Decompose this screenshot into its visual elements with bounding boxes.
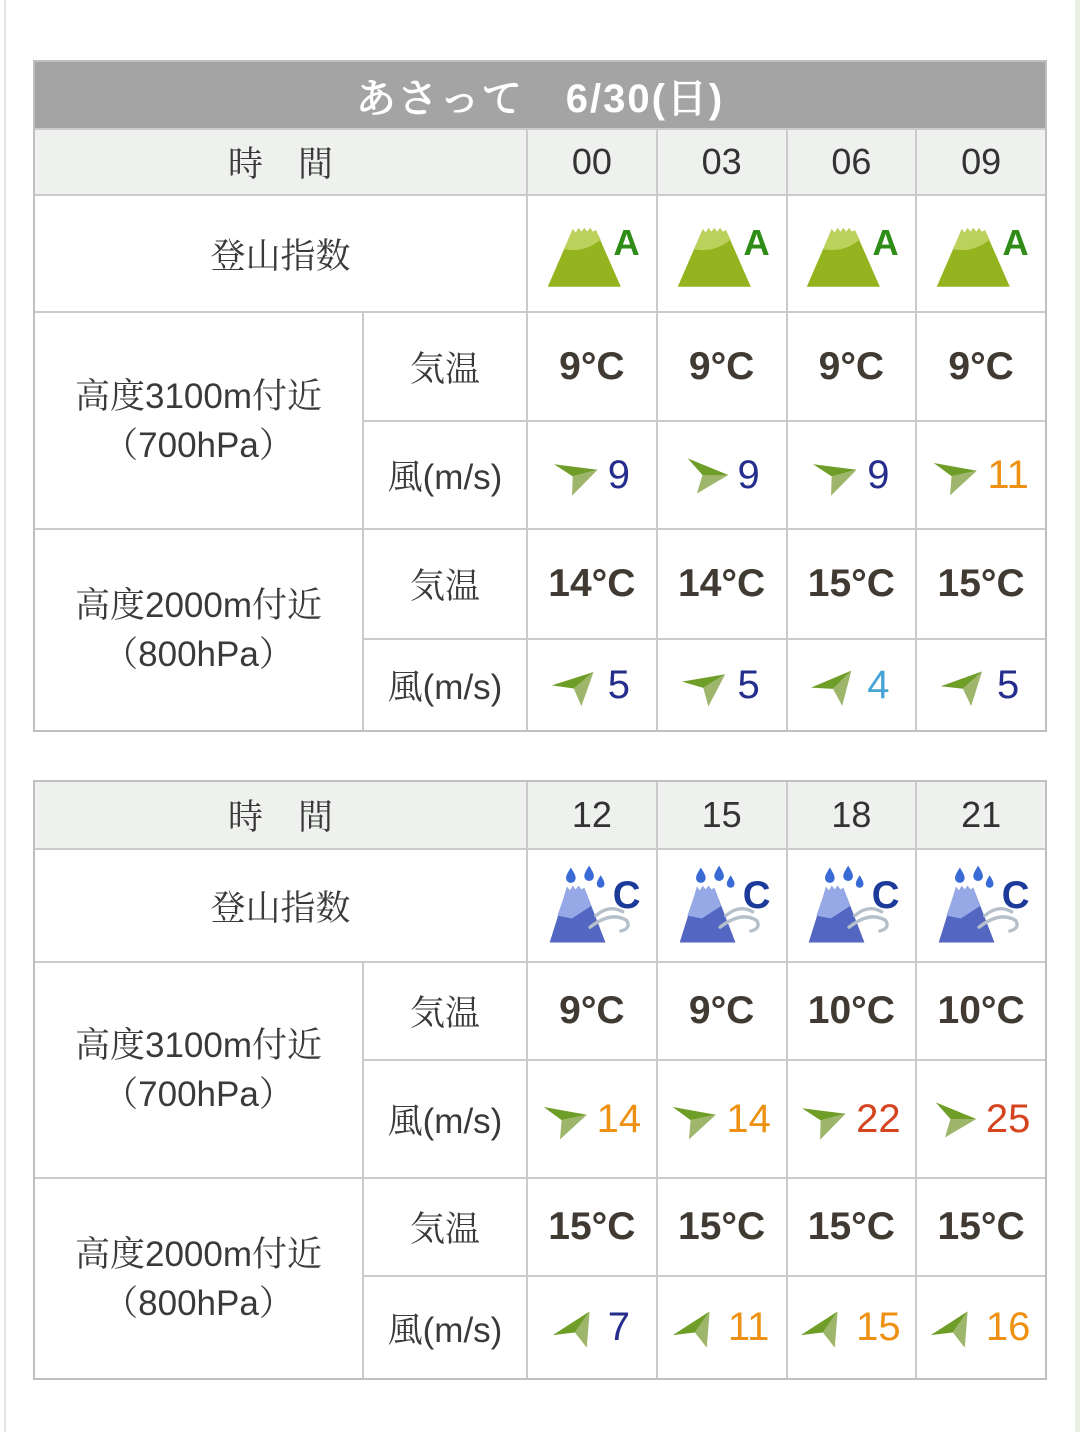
wind-speed-value: 9: [737, 452, 760, 497]
temperature-value: 15°C: [528, 1179, 656, 1275]
temperature-value: 9°C: [788, 313, 916, 420]
mountain-grade-c-rain-wind-icon: [672, 864, 772, 948]
wind-cell: [658, 422, 786, 528]
temperature-value: 14°C: [658, 530, 786, 638]
wind-speed-value: 9: [867, 452, 890, 497]
wind-direction-arrow-icon: [793, 1294, 860, 1361]
wind-row-label: 風(m/s): [364, 1061, 526, 1177]
wind-direction-arrow-icon: [929, 447, 986, 504]
wind-cell: [528, 640, 656, 730]
wind-direction-arrow-icon: [797, 1090, 856, 1149]
wind-direction-arrow-icon: [548, 446, 607, 505]
wind-cell: [788, 640, 916, 730]
temperature-value: 15°C: [917, 530, 1045, 638]
mountain-grade-c-rain-wind-icon: [931, 864, 1031, 948]
wind-speed-value: 11: [727, 1305, 770, 1349]
wind-direction-arrow-icon: [664, 1294, 731, 1361]
wind-cell: [917, 1061, 1045, 1177]
time-value: 15: [658, 782, 786, 848]
altitude-name: 高度3100m付近: [74, 1026, 323, 1065]
wind-speed-value: 22: [856, 1096, 901, 1141]
temperature-row-label: 気温: [364, 313, 526, 420]
time-value: 00: [528, 130, 656, 194]
climbing-index-cell: [917, 850, 1045, 961]
temperature-value: 9°C: [658, 313, 786, 420]
temperature-value: 15°C: [658, 1179, 786, 1275]
wind-cell: [658, 1061, 786, 1177]
climbing-index-cell: [788, 850, 916, 961]
temperature-value: 9°C: [917, 313, 1045, 420]
mountain-grade-a-icon: [542, 212, 642, 296]
altitude-pressure: （700hPa）: [103, 425, 294, 465]
wind-speed-value: 9: [607, 452, 630, 497]
mountain-grade-a-icon: [801, 212, 901, 296]
page-left-edge-line: [4, 0, 6, 1432]
wind-direction-arrow-icon: [803, 651, 871, 719]
altitude-name: 高度2000m付近: [74, 1234, 323, 1274]
wind-speed-value: 14: [726, 1096, 771, 1141]
wind-speed-value: 14: [596, 1096, 642, 1141]
altitude-pressure: （800hPa）: [103, 635, 294, 674]
temperature-value: 10°C: [788, 963, 916, 1059]
wind-speed-value: 5: [737, 662, 760, 707]
wind-cell: [528, 422, 656, 528]
wind-direction-arrow-icon: [933, 651, 1001, 719]
wind-direction-arrow-icon: [674, 652, 740, 718]
wind-row-label: 風(m/s): [364, 1277, 526, 1378]
altitude-2000m-label: [35, 530, 362, 730]
wind-speed-value: 11: [987, 452, 1029, 497]
wind-direction-arrow-icon: [544, 1294, 611, 1361]
wind-cell: [788, 422, 916, 528]
day-header: あさって 6/30(日): [35, 62, 1045, 128]
temperature-value: 9°C: [528, 313, 656, 420]
temperature-value: 15°C: [788, 530, 916, 638]
climbing-index-cell: [788, 196, 916, 311]
wind-direction-arrow-icon: [538, 1091, 595, 1148]
wind-speed-value: 7: [607, 1305, 630, 1349]
wind-cell: [528, 1061, 656, 1177]
wind-cell: [658, 640, 786, 730]
wind-direction-arrow-icon: [668, 1091, 725, 1148]
wind-speed-value: 16: [985, 1305, 1031, 1349]
climbing-index-label: 登山指数: [35, 850, 526, 961]
wind-cell: [528, 1277, 656, 1378]
mountain-grade-a-icon: [672, 212, 772, 296]
temperature-value: 15°C: [788, 1179, 916, 1275]
altitude-name: 高度3100m付近: [74, 376, 323, 416]
time-value: 21: [917, 782, 1045, 848]
mountain-grade-a-icon: [931, 212, 1031, 296]
wind-speed-value: 5: [607, 662, 630, 707]
wind-direction-arrow-icon: [932, 1095, 980, 1143]
wind-cell: [788, 1061, 916, 1177]
wind-direction-arrow-icon: [544, 651, 612, 719]
climbing-index-cell: [917, 196, 1045, 311]
temperature-value: 10°C: [917, 963, 1045, 1059]
temperature-row-label: 気温: [364, 530, 526, 638]
wind-speed-value: 5: [997, 662, 1020, 707]
altitude-name: 高度2000m付近: [74, 586, 323, 625]
time-row-label: 時 間: [35, 130, 526, 194]
climbing-index-cell: [658, 196, 786, 311]
altitude-pressure: （800hPa）: [103, 1283, 294, 1323]
time-value: 09: [917, 130, 1045, 194]
page-right-edge-strip: [1075, 0, 1080, 1432]
climbing-index-cell: [528, 850, 656, 961]
time-value: 18: [788, 782, 916, 848]
altitude-2000m-label: [35, 1179, 362, 1378]
temperature-row-label: 気温: [364, 1179, 526, 1275]
wind-direction-arrow-icon: [808, 446, 867, 505]
temperature-value: 9°C: [658, 963, 786, 1059]
temperature-value: 15°C: [917, 1179, 1045, 1275]
mountain-grade-c-rain-wind-icon: [542, 864, 642, 948]
wind-cell: [658, 1277, 786, 1378]
wind-cell: [917, 1277, 1045, 1378]
mountain-grade-c-rain-wind-icon: [801, 864, 901, 948]
temperature-value: 14°C: [528, 530, 656, 638]
time-row-label: 時 間: [35, 782, 526, 848]
climbing-index-cell: [528, 196, 656, 311]
temperature-row-label: 気温: [364, 963, 526, 1059]
time-value: 12: [528, 782, 656, 848]
forecast-table-morning: [33, 60, 1047, 732]
temperature-value: 9°C: [528, 963, 656, 1059]
wind-speed-value: 25: [985, 1096, 1031, 1141]
altitude-pressure: （700hPa）: [103, 1075, 294, 1114]
forecast-table-afternoon: [33, 780, 1047, 1380]
climbing-index-cell: [658, 850, 786, 961]
wind-direction-arrow-icon: [922, 1294, 989, 1361]
wind-direction-arrow-icon: [684, 451, 732, 499]
wind-row-label: 風(m/s): [364, 422, 526, 528]
altitude-3100m-label: [35, 313, 362, 528]
wind-cell: [917, 640, 1045, 730]
wind-speed-value: 4: [867, 662, 890, 707]
climbing-index-label: 登山指数: [35, 196, 526, 311]
wind-speed-value: 15: [856, 1305, 901, 1349]
wind-cell: [917, 422, 1045, 528]
time-value: 03: [658, 130, 786, 194]
wind-cell: [788, 1277, 916, 1378]
altitude-3100m-label: [35, 963, 362, 1177]
time-value: 06: [788, 130, 916, 194]
wind-row-label: 風(m/s): [364, 640, 526, 730]
